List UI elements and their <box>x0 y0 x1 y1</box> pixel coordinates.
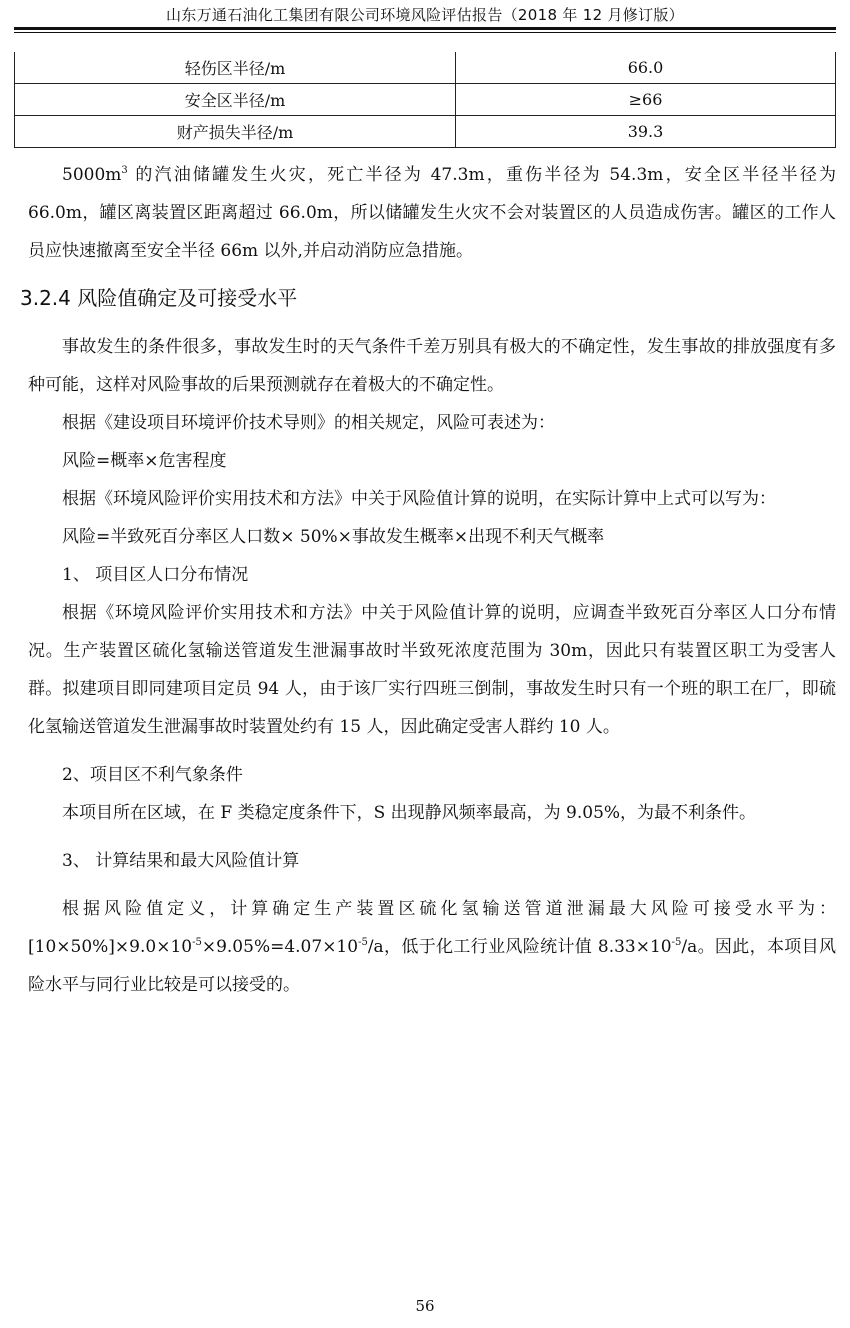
text-span: 根据风险值定义，计算确定生产装置区硫化氢输送管道泄漏最大风险可接受水平为：[10×50%]×9.0×10 <box>28 899 836 957</box>
table-cell-label: 财产损失半径/m <box>15 116 456 148</box>
table-cell-value: 39.3 <box>456 116 836 148</box>
text-span: 的汽油储罐发生火灾，死亡半径为 47.3m，重伤半径为 54.3m，安全区半径半径为 66.0m，罐区离装置区距离超过 66.0m，所以储罐发生火灾不会对装置区的人员造成伤害。罐区的工作人员应快速撤离至安全半径 66m 以外,并启动消防应急措施。 <box>28 165 836 261</box>
list-item-2: 2、项目区不利气象条件 <box>62 765 243 785</box>
page-number: 56 <box>415 1297 435 1315</box>
table-row <box>15 84 836 116</box>
header-rule-thick <box>14 27 836 30</box>
section-heading: 3.2.4 风险值确定及可接受水平 <box>20 286 298 310</box>
superscript: -5 <box>671 937 682 948</box>
header-title: 山东万通石油化工集团有限公司环境风险评估报告（2018 年 12 月修订版） <box>166 6 684 24</box>
paragraph-population: 根据《环境风险评价实用技术和方法》中关于风险值计算的说明，应调查半致死百分率区人口分布情况。生产装置区硫化氢输送管道发生泄漏事故时半致死浓度范围为 30m，因此只有装置区职工为受害人群。拟建项目即同建项目定员 94 人，由于该厂实行四班三倒制，事故发生时只有一个班的职工在厂，即硫化氢输送管道发生泄漏事故时装置处约有 15 人，因此确定受害人群约 10 人。 <box>28 603 836 737</box>
superscript: -5 <box>192 937 202 948</box>
paragraph-uncertainty: 事故发生的条件很多，事故发生时的天气条件千差万别具有极大的不确定性，发生事故的排放强度有多种可能，这样对风险事故的后果预测就存在着极大的不确定性。 <box>28 337 836 395</box>
table-cell-label: 安全区半径/m <box>15 84 456 116</box>
header-rule-thin <box>14 32 836 33</box>
page-header <box>14 0 836 34</box>
list-item-3: 3、 计算结果和最大风险值计算 <box>62 851 300 871</box>
superscript: 3 <box>121 165 128 176</box>
formula-risk-expanded: 风险=半致死百分率区人口数× 50%×事故发生概率×出现不利天气概率 <box>62 527 605 547</box>
text-span: 5000m <box>62 165 122 185</box>
list-item-1: 1、 项目区人口分布情况 <box>62 565 249 585</box>
text-span: ×9.05%=4.07×10 <box>201 937 359 957</box>
paragraph-guideline: 根据《建设项目环境评价技术导则》的相关规定，风险可表述为： <box>62 413 555 433</box>
paragraph-method: 根据《环境风险评价实用技术和方法》中关于风险值计算的说明，在实际计算中上式可以写为： <box>62 489 776 509</box>
radius-table <box>14 52 836 148</box>
document-body <box>20 156 836 1004</box>
text-span: /a，低于化工行业风险统计值 8.33×10 <box>367 937 672 957</box>
paragraph-result <box>28 890 836 1004</box>
paragraph-weather: 本项目所在区域，在 F 类稳定度条件下，S 出现静风频率最高，为 9.05%，为最不利条件。 <box>62 803 757 823</box>
text-span: /a。因此，本项目风险水平与同行业比较是可以接受的。 <box>28 937 836 995</box>
table-row <box>15 116 836 148</box>
table-row <box>15 52 836 84</box>
table-cell-label: 轻伤区半径/m <box>15 52 456 84</box>
table-cell-value: 66.0 <box>456 52 836 84</box>
table-cell-value: ≥66 <box>456 84 836 116</box>
superscript: -5 <box>358 937 368 948</box>
paragraph-fire-radius <box>28 156 836 270</box>
formula-risk: 风险=概率×危害程度 <box>62 451 227 471</box>
